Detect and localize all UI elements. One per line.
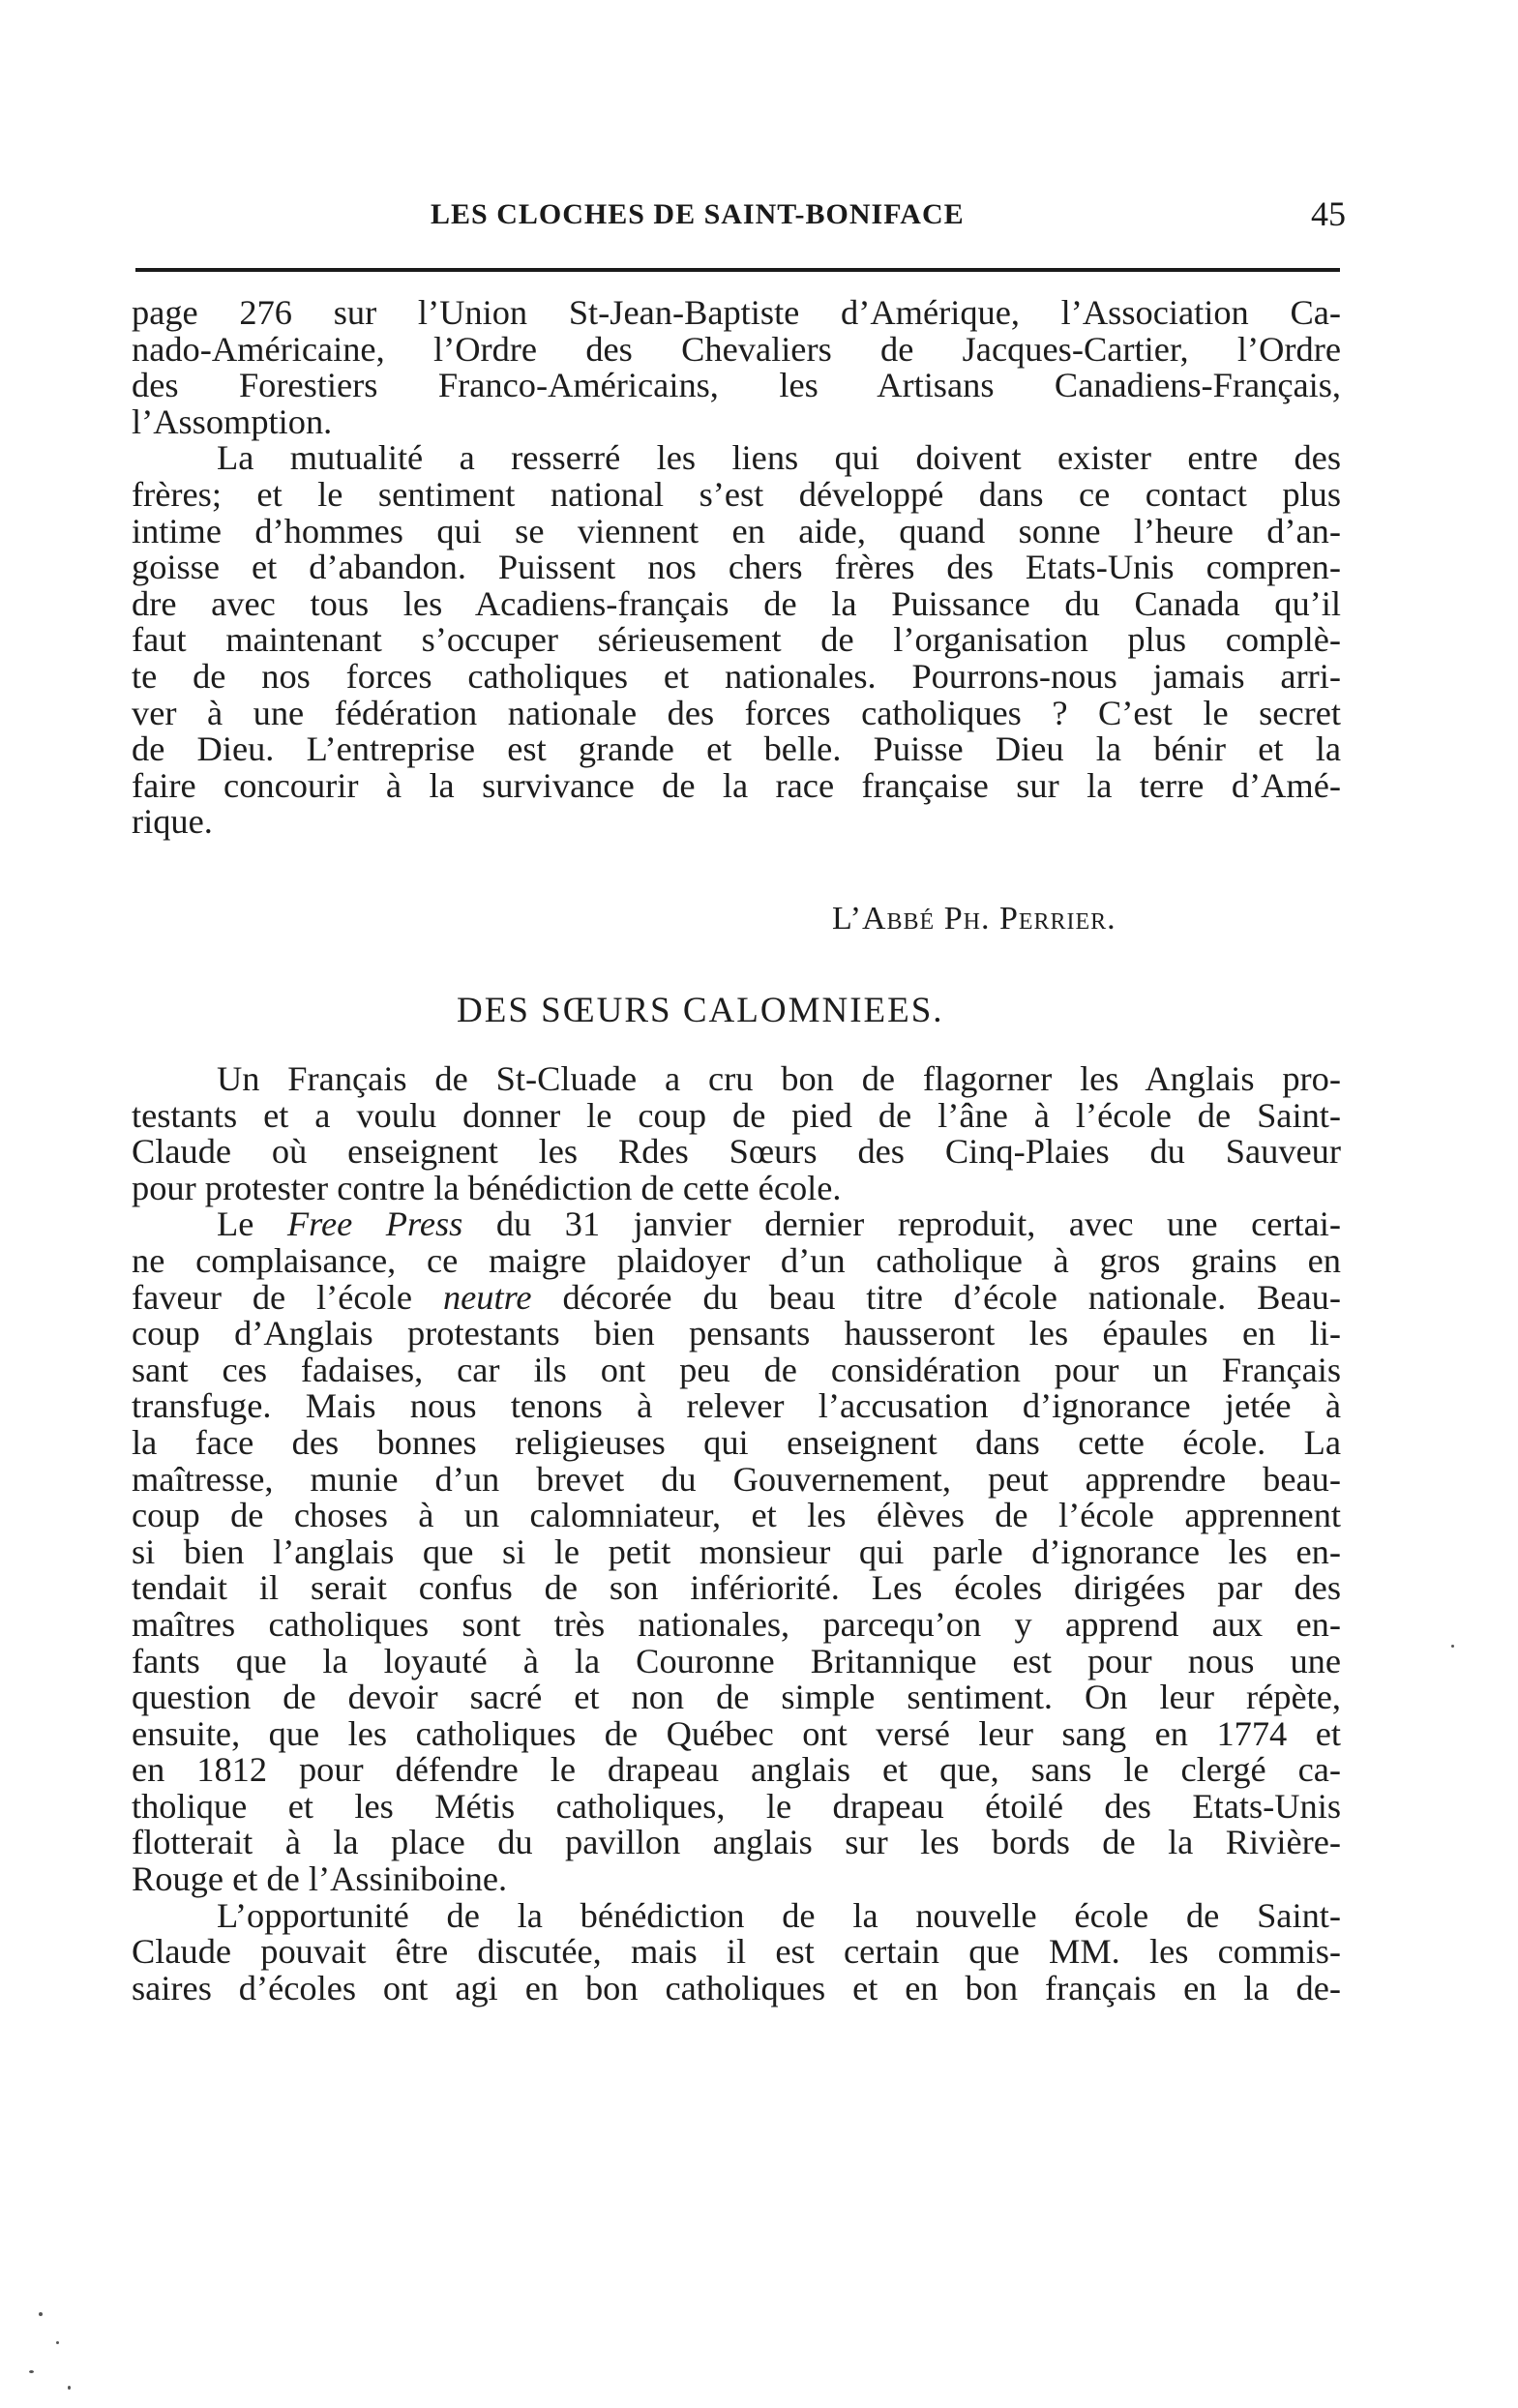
text-line: l’Assomption.: [132, 401, 333, 441]
text-line-with-italic: [132, 1277, 1341, 1317]
section2-text: [132, 1061, 1341, 2007]
text-line: coup d’Anglais protestants bien pensants hausseront les épaules en li-: [132, 1314, 1341, 1353]
scan-speck: [56, 2341, 59, 2344]
text-line: en 1812 pour défendre le drapeau anglais et que, sans le clergé ca-: [132, 1750, 1341, 1790]
text-line: te de nos forces catholiques et nationales. Pourrons-nous jamais arri-: [132, 656, 1341, 696]
text-line: intime d’hommes qui se viennent en aide, quand sonne l’heure d’an-: [132, 511, 1341, 550]
text-line: tholique et les Métis catholiques, le drapeau étoilé des Etats-Unis: [132, 1786, 1341, 1826]
section1-text: [132, 295, 1341, 841]
italic-term: Free Press: [286, 1204, 463, 1244]
header-rule: [135, 268, 1340, 272]
scan-speck: [39, 2312, 43, 2316]
text-line: pour protester contre la bénédiction de cette école.: [132, 1168, 842, 1207]
text-line: dre avec tous les Acadiens-français de la Puissance du Canada qu’il: [132, 583, 1341, 623]
text-line: Claude où enseignent les Rdes Sœurs des Cinq-Plaies du Sauveur: [132, 1132, 1341, 1172]
text-line: tendait il serait confus de son infériorité. Les écoles dirigées par des: [132, 1568, 1341, 1608]
text-line: Un Français de St-Cluade a cru bon de flagorner les Anglais pro-: [217, 1059, 1341, 1098]
text-line: ne complaisance, ce maigre plaidoyer d’un catholique à gros grains en: [132, 1240, 1341, 1280]
scan-speck: [68, 2386, 71, 2390]
text-line: nado-Américaine, l’Ordre des Chevaliers de Jacques-Cartier, l’Ordre: [132, 329, 1341, 369]
author-signature: [832, 901, 1116, 937]
text-line: page 276 sur l’Union St-Jean-Baptiste d’Amérique, l’Association Ca-: [132, 293, 1341, 332]
text-line: coup de choses à un calomniateur, et les élèves de l’école apprennent: [132, 1496, 1341, 1535]
text-line: question de devoir sacré et non de simple sentiment. On leur répète,: [132, 1678, 1341, 1717]
text-line: rique.: [132, 802, 213, 842]
text-line: maîtres catholiques sont très nationales, parcequ’on y apprend aux en-: [132, 1604, 1341, 1644]
line-fragment: Le Free Press du 31 janvier dernier reproduit, avec une certai-: [217, 1204, 1341, 1244]
running-title: LES CLOCHES DE SAINT-BONIFACE: [431, 198, 965, 230]
text-line: ensuite, que les catholiques de Québec ont versé leur sang en 1774 et: [132, 1713, 1341, 1753]
text-line: faut maintenant s’occuper sérieusement de l’organisation plus complè-: [132, 620, 1341, 660]
text-line: fants que la loyauté à la Couronne Britannique est pour nous une: [132, 1641, 1341, 1680]
text-line: sant ces fadaises, car ils ont peu de considération pour un Français: [132, 1350, 1341, 1389]
page-number: 45: [1311, 194, 1346, 233]
text-line: L’opportunité de la bénédiction de la nouvelle école de Saint-: [217, 1895, 1341, 1935]
line-fragment: faveur de l’école neutre décorée du beau titre d’école nationale. Beau-: [132, 1277, 1341, 1317]
text-line: ver à une fédération nationale des forces catholiques ? C’est le secret: [132, 693, 1341, 732]
text-line: Claude pouvait être discutée, mais il est certain que MM. les commis-: [132, 1932, 1341, 1972]
text-line: si bien l’anglais que si le petit monsieur qui parle d’ignorance les en-: [132, 1531, 1341, 1571]
italic-term: neutre: [442, 1277, 532, 1317]
text-line: Rouge et de l’Assiniboine.: [132, 1859, 508, 1899]
text-line: frères; et le sentiment national s’est développé dans ce contact plus: [132, 474, 1341, 514]
text-line: saires d’écoles ont agi en bon catholiques et en bon français en la de-: [132, 1968, 1341, 2007]
text-line: La mutualité a resserré les liens qui doivent exister entre des: [217, 438, 1341, 478]
text-line: flotterait à la place du pavillon anglais sur les bords de la Rivière-: [132, 1823, 1341, 1862]
text-line-with-italic: [132, 1206, 1341, 1243]
text-line: transfuge. Mais nous tenons à relever l’accusation d’ignorance jetée à: [132, 1386, 1341, 1426]
text-line: de Dieu. L’entreprise est grande et belle. Puisse Dieu la bénir et la: [132, 729, 1341, 769]
text-line: faire concourir à la survivance de la race française sur la terre d’Amé-: [132, 765, 1341, 805]
signature-text: L’Abbé Ph. Perrier.: [832, 901, 1116, 936]
text-line: des Forestiers Franco-Américains, les Artisans Canadiens-Français,: [132, 366, 1341, 405]
text-line: goisse et d’abandon. Puissent nos chers frères des Etats-Unis compren-: [132, 548, 1341, 587]
text-line: maîtresse, munie d’un brevet du Gouvernement, peut apprendre beau-: [132, 1459, 1341, 1499]
scan-speck: [29, 2370, 34, 2373]
text-line: la face des bonnes religieuses qui enseignent dans cette école. La: [132, 1422, 1341, 1462]
scan-speck: [1451, 1645, 1454, 1648]
text-line: testants et a voulu donner le coup de pied de l’âne à l’école de Saint-: [132, 1095, 1341, 1135]
section-title: DES SŒURS CALOMNIEES.: [457, 991, 944, 1030]
